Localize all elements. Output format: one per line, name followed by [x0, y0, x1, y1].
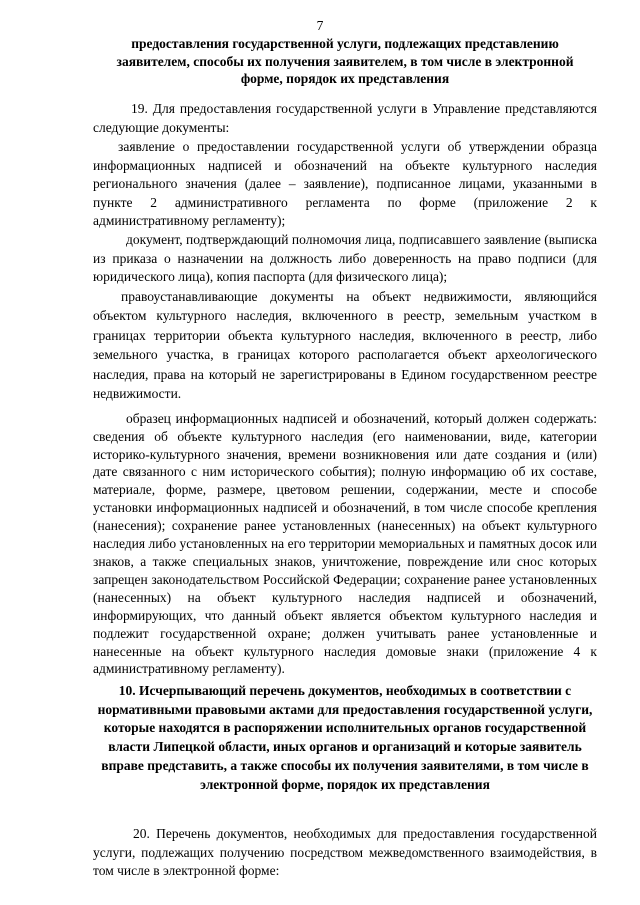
- paragraph-20: [93, 825, 597, 881]
- item-title-documents: правоустанавливающие документы на объект недвижимости, являющийся объектом культурного наследия, включенного в реестр, земельным участком в границах территории объекта культурного наследия, включенного в реестр, либо земельного участка, в границах которого располагается объект археологического наследия, права на который не зарегистрированы в Едином государственном реестре недвижимости.: [93, 288, 597, 402]
- paragraph-20-text: 20. Перечень документов, необходимых для предоставления государственной услуги, подлежащих получению посредством межведомственного взаимодействия, в том числе в электронной форме:: [93, 826, 597, 879]
- paragraph-19: [93, 100, 597, 137]
- section-heading-continued: предоставления государственной услуги, подлежащих представлению заявителем, способы их получения заявителем, в том числе в электронной форме, порядок их представления: [116, 36, 574, 86]
- documents-list: [93, 138, 597, 678]
- paragraph-19-text: 19. Для предоставления государственной услуги в Управление представляются следующие документы:: [93, 101, 597, 135]
- page-number: 7: [316, 18, 324, 33]
- item-sample-inscriptions: образец информационных надписей и обозначений, который должен содержать: сведения об объекте культурного наследия (его наименовании, виде, категории историко-культурного значения, времени возникновения или дате создания и (или) дате связанного с ним исторического события); полную информацию об их составе, материале, форме, размере, цветовом решении, содержании, месте и способе установки информационных надписей и обозначений, в том числе способе крепления (нанесения); сохранение ранее установленных (нанесенных) на объект культурного наследия либо установленных на его территории мемориальных и памятных досок или знаков, а также специальных знаков, уничтожение, повреждение или снос которых запрещен законодательством Российской Федерации; сохранение ранее установленных (нанесенных) на объект культурного наследия надписей и обозначений, информирующих, что данный объект является объектом культурного наследия и подлежит государственной охране; должен учитывать ранее установленные и нанесенные на объект культурного наследия домовые знаки (приложение 4 к административному регламенту).: [93, 410, 597, 677]
- item-authority-document: документ, подтверждающий полномочия лица, подписавшего заявление (выписка из приказа о назначении на должность либо доверенность на право подписи (для юридического лица), копия паспорта (для физического лица);: [93, 231, 597, 285]
- section-10-heading: 10. Исчерпывающий перечень документов, необходимых в соответствии с нормативными правовыми актами для предоставления государственной услуги, которые находятся в распоряжении исполнительных органов государственной власти Липецкой области, иных органов и организаций и которые заявитель вправе представить, а также способы их получения заявителями, в том числе в электронной форме, порядок их представления: [97, 683, 593, 792]
- item-application: заявление о предоставлении государственной услуги об утверждении образца информационных надписей и обозначений на объекте культурного наследия регионального значения (далее – заявление), подписанное лицами, указанными в пункте 2 административного регламента по форме (приложение 2 к административному регламенту);: [93, 139, 597, 229]
